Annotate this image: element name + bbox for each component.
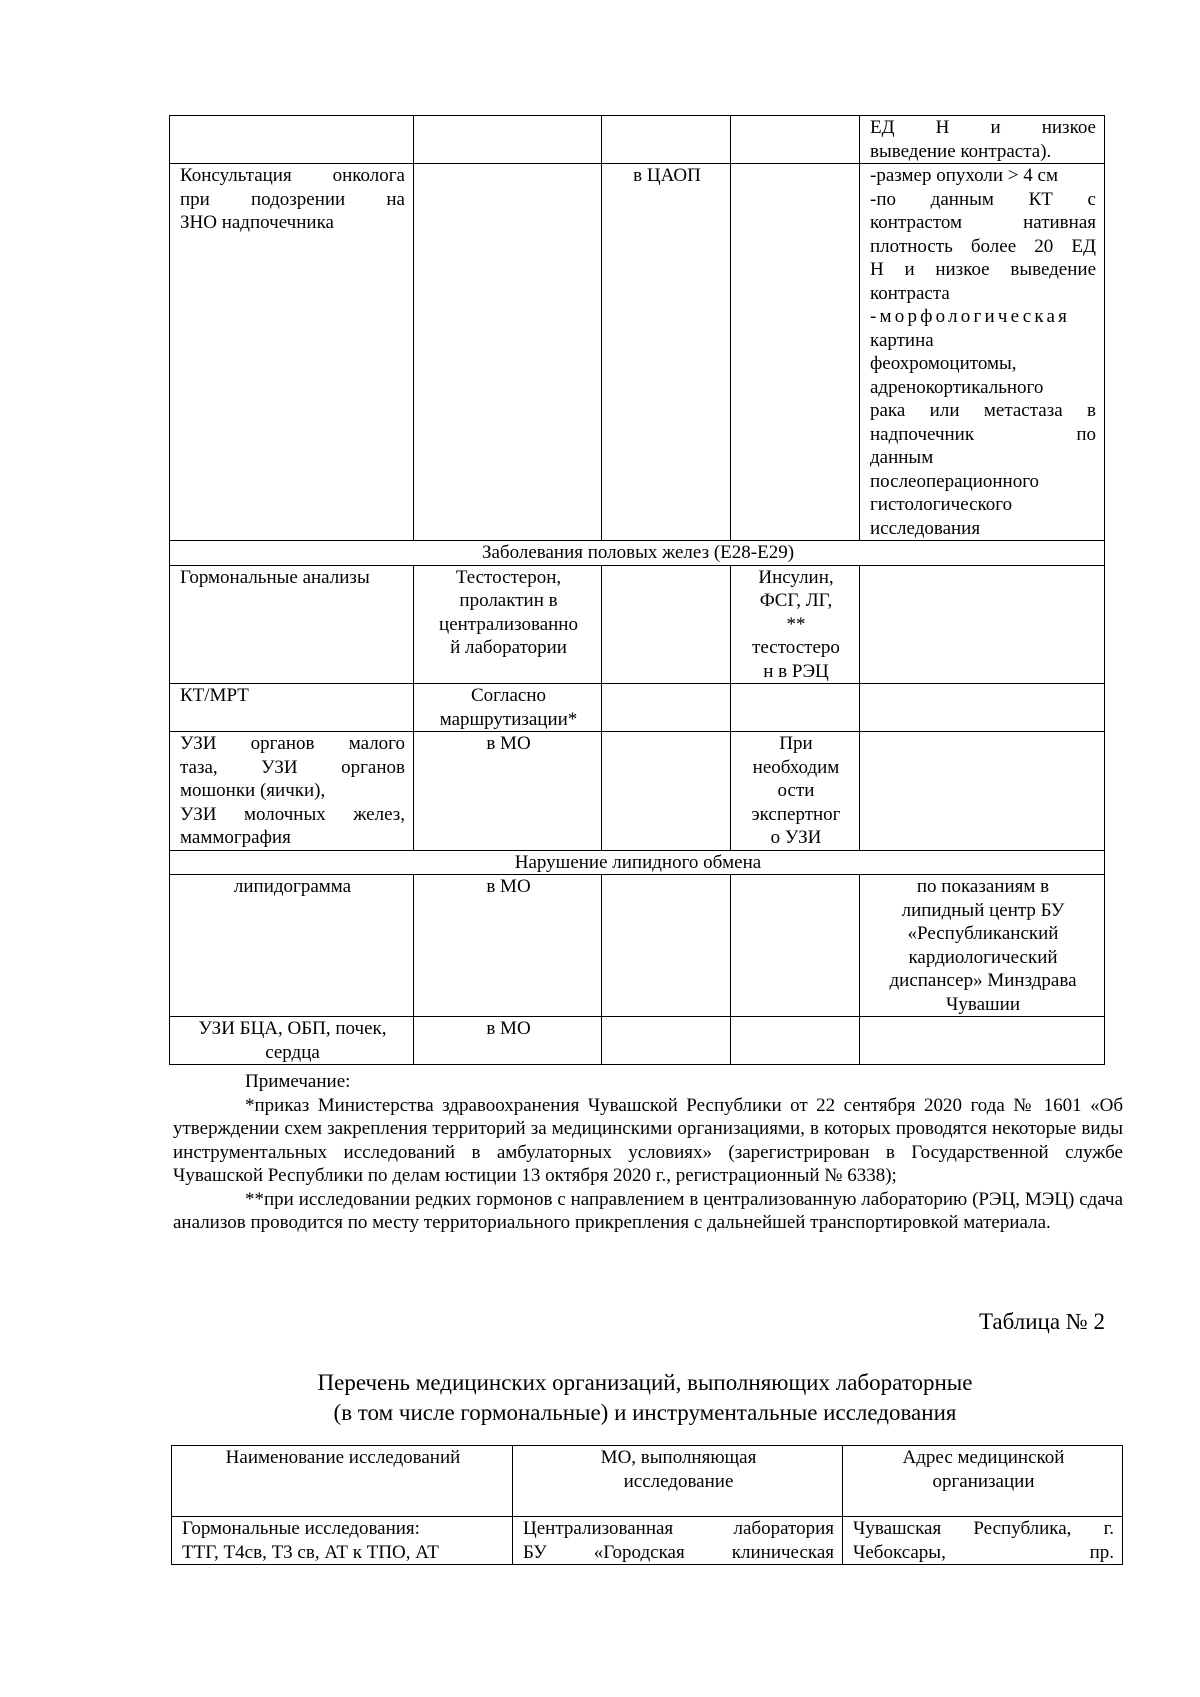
table-cell xyxy=(602,1017,731,1065)
table-row xyxy=(170,732,1105,851)
table-cell xyxy=(170,116,414,164)
cell-line: таза, УЗИ органов xyxy=(180,756,405,778)
cell-line: исследование xyxy=(623,1470,734,1492)
column-header xyxy=(843,1446,1123,1517)
cell-line: кардиологический xyxy=(908,946,1058,968)
table-cell xyxy=(170,732,414,851)
table-cell: КТ/МРТ xyxy=(170,684,414,732)
cell-line: УЗИ органов малого xyxy=(180,733,405,754)
cell-line: Чувашии xyxy=(946,993,1020,1015)
table-row xyxy=(170,875,1105,1017)
table-cell: липидограмма xyxy=(170,875,414,1017)
cell-line: сердца xyxy=(265,1041,320,1063)
table-cell xyxy=(731,164,860,541)
cell-line: -размер опухоли > 4 см xyxy=(870,165,1058,186)
table-cell: в МО xyxy=(414,732,602,851)
table-cell xyxy=(602,875,731,1017)
table-row xyxy=(170,164,1105,541)
cell-line: маршрутизации* xyxy=(439,708,578,730)
table-cell xyxy=(731,116,860,164)
table-cell xyxy=(172,1517,513,1565)
cell-line: феохромоцитомы, xyxy=(870,353,1017,374)
table-cell xyxy=(414,565,602,684)
table-cell xyxy=(731,732,860,851)
cell-line: ТТГ, Т4св, Т3 св, АТ к ТПО, АТ xyxy=(182,1541,439,1563)
table-row xyxy=(172,1517,1123,1565)
table-cell xyxy=(860,565,1105,684)
notes-heading: Примечание: xyxy=(245,1071,351,1092)
table-cell xyxy=(731,684,860,732)
cell-line: Централизованная лаборатория xyxy=(523,1518,834,1539)
cell-line: Инсулин, xyxy=(758,566,834,588)
cell-line: Консультация онколога xyxy=(180,165,405,186)
cell-line: Н и низкое выведение xyxy=(870,259,1096,280)
table-title xyxy=(170,1368,1120,1428)
cell-line: Адрес медицинской xyxy=(902,1447,1065,1468)
table-2 xyxy=(171,1445,1123,1565)
table-row xyxy=(170,565,1105,684)
cell-line: необходим xyxy=(752,756,840,778)
table-cell xyxy=(731,875,860,1017)
cell-line: МО, выполняющая xyxy=(600,1447,757,1468)
cell-line: выведение контраста). xyxy=(870,140,1052,162)
cell-line: й лаборатории xyxy=(450,637,567,658)
cell-line: УЗИ БЦА, ОБП, почек, xyxy=(198,1018,387,1039)
cell-line: гистологического xyxy=(870,494,1013,515)
cell-line: исследования xyxy=(870,517,981,539)
table-cell xyxy=(602,565,731,684)
note-paragraph: **при исследовании редких гормонов с направлением в централизованную лабораторию (РЭЦ, МЭЦ) сдача анализов проводится по месту территориального прикрепления с дальнейшей транспортировкой материала. xyxy=(173,1188,1123,1233)
cell-line: -по данным КТ с xyxy=(870,188,1096,210)
table-cell xyxy=(414,164,602,541)
table-cell xyxy=(170,164,414,541)
cell-line: мошонки (яички), xyxy=(180,780,326,801)
table-cell xyxy=(414,116,602,164)
cell-line: н в РЭЦ xyxy=(763,660,829,682)
cell-line: УЗИ молочных желез, xyxy=(180,803,405,825)
cell-line: контраста xyxy=(870,282,950,304)
table-cell xyxy=(602,732,731,851)
table-cell xyxy=(731,1017,860,1065)
cell-line: пролактин в xyxy=(459,590,558,611)
table-row xyxy=(170,116,1105,164)
section-heading: Нарушение липидного обмена xyxy=(170,850,1105,875)
notes-section xyxy=(173,1070,1123,1235)
cell-line: плотность более 20 ЕД xyxy=(870,235,1096,257)
cell-line: ЕД Н и низкое xyxy=(870,117,1096,138)
cell-line: ЗНО надпочечника xyxy=(180,212,334,233)
column-header: Наименование исследований xyxy=(172,1446,513,1517)
table-cell xyxy=(860,732,1105,851)
table-cell xyxy=(860,1017,1105,1065)
table-cell: в МО xyxy=(414,875,602,1017)
cell-line: тестостеро xyxy=(752,637,840,658)
cell-line: -морфологическая xyxy=(870,306,1071,327)
cell-line: Тестостерон, xyxy=(455,566,562,588)
cell-line: липидный центр БУ xyxy=(901,899,1065,921)
table-cell xyxy=(170,1017,414,1065)
table-caption: Таблица № 2 xyxy=(978,1309,1105,1334)
cell-line: Чебоксары, пр. xyxy=(853,1541,1114,1563)
table-cell: в МО xyxy=(414,1017,602,1065)
table-cell xyxy=(731,565,860,684)
cell-line: экспертног xyxy=(751,803,841,825)
table-cell: Гормональные анализы xyxy=(170,565,414,684)
cell-line: Согласно xyxy=(470,685,547,706)
table-row xyxy=(170,684,1105,732)
table-cell xyxy=(414,684,602,732)
table-cell xyxy=(860,684,1105,732)
cell-line: Чувашская Республика, г. xyxy=(853,1518,1114,1539)
cell-line: БУ «Городская клиническая xyxy=(523,1541,834,1563)
cell-line: Гормональные исследования: xyxy=(182,1518,420,1539)
cell-line: контрастом нативная xyxy=(870,212,1096,233)
cell-line: данным xyxy=(870,447,934,468)
cell-line: при подозрении на xyxy=(180,188,405,210)
cell-line: диспансер» Минздрава xyxy=(889,970,1077,991)
table-cell xyxy=(860,116,1105,164)
table-cell xyxy=(513,1517,843,1565)
table-cell xyxy=(602,684,731,732)
cell-line: организации xyxy=(932,1470,1035,1492)
cell-line: надпочечник по xyxy=(870,423,1096,445)
table-section-row xyxy=(170,541,1105,566)
cell-line: маммография xyxy=(180,827,291,848)
table-cell: в ЦАОП xyxy=(602,164,731,541)
table-section-row xyxy=(170,850,1105,875)
table-row xyxy=(170,1017,1105,1065)
table-1 xyxy=(169,115,1105,1065)
table-cell xyxy=(860,875,1105,1017)
cell-line: о УЗИ xyxy=(770,827,822,848)
cell-line: рака или метастаза в xyxy=(870,400,1096,421)
title-line: Перечень медицинских организаций, выполняющих лабораторные xyxy=(317,1370,973,1395)
column-header xyxy=(513,1446,843,1517)
cell-line: ** xyxy=(786,613,806,635)
cell-line: послеоперационного xyxy=(870,470,1040,492)
cell-line: ости xyxy=(777,780,815,801)
section-heading: Заболевания половых желез (E28-E29) xyxy=(170,541,1105,566)
table-cell xyxy=(860,164,1105,541)
cell-line: централизованно xyxy=(439,613,578,635)
table-cell xyxy=(843,1517,1123,1565)
table-header-row xyxy=(172,1446,1123,1517)
table-cell xyxy=(602,116,731,164)
cell-line: адренокортикального xyxy=(870,376,1044,398)
note-paragraph: *приказ Министерства здравоохранения Чувашской Республики от 22 сентября 2020 года № 1601 «Об утверждении схем закрепления территорий за медицинскими организациями, в которых проводятся некоторые виды инструментальных исследований в амбулаторных условиях» (зарегистрирован в Государственной службе Чувашской Республики по делам юстиции 13 октября 2020 г., регистрационный № 6338); xyxy=(173,1094,1123,1186)
cell-line: по показаниям в xyxy=(916,876,1050,897)
cell-line: картина xyxy=(870,329,934,351)
title-line: (в том числе гормональные) и инструментальные исследования xyxy=(333,1400,957,1425)
cell-line: ФСГ, ЛГ, xyxy=(759,590,833,611)
cell-line: При xyxy=(779,733,813,754)
cell-line: «Республиканский xyxy=(907,923,1059,944)
